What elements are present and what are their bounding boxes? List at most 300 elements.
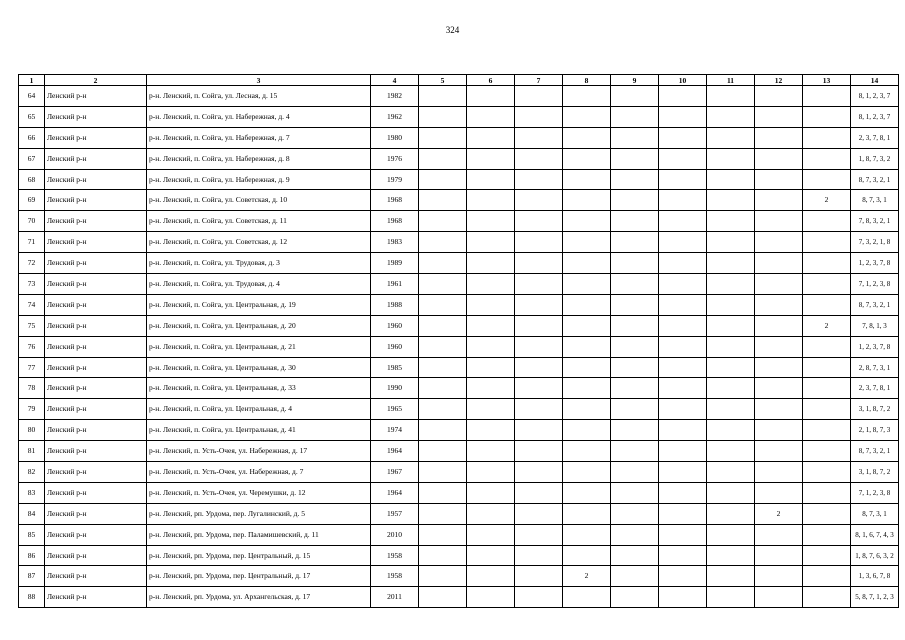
year-cell: 1982 (371, 86, 419, 107)
row-number: 82 (19, 462, 45, 483)
page-number: 324 (445, 25, 460, 35)
col-11-cell (707, 399, 755, 420)
col-9-cell (611, 482, 659, 503)
col-9-cell (611, 274, 659, 295)
col-11-cell (707, 190, 755, 211)
table-row (19, 524, 899, 545)
col-14-cell: 3, 1, 8, 7, 2 (851, 399, 899, 420)
year-cell: 1958 (371, 566, 419, 587)
col-8-cell (563, 169, 611, 190)
col-14-cell: 8, 7, 3, 1 (851, 190, 899, 211)
address-cell: р-н. Ленский, п. Сойга, ул. Трудовая, д. 3 (147, 253, 371, 274)
col-6-cell (467, 148, 515, 169)
col-12-cell (755, 462, 803, 483)
col-10-cell (659, 315, 707, 336)
col-9-cell (611, 315, 659, 336)
col-13-cell (803, 482, 851, 503)
col-7-cell (515, 336, 563, 357)
col-13-cell (803, 587, 851, 608)
table-row (19, 294, 899, 315)
col-12-cell (755, 315, 803, 336)
col-13-cell: 2 (803, 190, 851, 211)
year-cell: 1965 (371, 399, 419, 420)
row-number: 66 (19, 127, 45, 148)
col-14-cell: 8, 7, 3, 2, 1 (851, 441, 899, 462)
header-row (19, 75, 899, 86)
row-number: 68 (19, 169, 45, 190)
col-6-cell (467, 253, 515, 274)
district-cell: Ленский р-н (45, 148, 147, 169)
row-number: 79 (19, 399, 45, 420)
col-13-cell (803, 232, 851, 253)
col-7-cell (515, 253, 563, 274)
year-cell: 1967 (371, 462, 419, 483)
col-6-cell (467, 399, 515, 420)
district-cell: Ленский р-н (45, 274, 147, 295)
col-9-cell (611, 294, 659, 315)
col-8-cell (563, 357, 611, 378)
col-11-cell (707, 232, 755, 253)
col-11-cell (707, 566, 755, 587)
row-number: 81 (19, 441, 45, 462)
col-5-cell (419, 211, 467, 232)
col-12-cell (755, 169, 803, 190)
col-10-cell (659, 587, 707, 608)
col-14-cell: 5, 8, 7, 1, 2, 3 (851, 587, 899, 608)
district-cell: Ленский р-н (45, 169, 147, 190)
col-13-cell (803, 294, 851, 315)
col-13-cell (803, 378, 851, 399)
row-number: 86 (19, 545, 45, 566)
col-13-cell (803, 462, 851, 483)
col-8-cell (563, 294, 611, 315)
col-9-cell (611, 441, 659, 462)
col-7-cell (515, 357, 563, 378)
table-row (19, 420, 899, 441)
year-cell: 1980 (371, 127, 419, 148)
district-cell: Ленский р-н (45, 482, 147, 503)
col-11-cell (707, 482, 755, 503)
col-5-cell (419, 253, 467, 274)
col-8-cell (563, 232, 611, 253)
col-5-cell (419, 503, 467, 524)
col-14-cell: 7, 8, 1, 3 (851, 315, 899, 336)
col-7-cell (515, 462, 563, 483)
col-7-cell (515, 566, 563, 587)
col-12-cell (755, 190, 803, 211)
address-cell: р-н. Ленский, рп. Урдома, пер. Центральный, д. 17 (147, 566, 371, 587)
col-8-cell (563, 441, 611, 462)
col-9-cell (611, 503, 659, 524)
col-12-cell (755, 253, 803, 274)
col-6-cell (467, 211, 515, 232)
col-5-cell (419, 106, 467, 127)
district-cell: Ленский р-н (45, 86, 147, 107)
col-5-cell (419, 315, 467, 336)
table-row (19, 315, 899, 336)
col-11-cell (707, 127, 755, 148)
col-9-cell (611, 232, 659, 253)
table-row (19, 482, 899, 503)
col-9-cell (611, 357, 659, 378)
table-row (19, 127, 899, 148)
table-row (19, 253, 899, 274)
column-header-10: 10 (659, 75, 707, 86)
col-14-cell: 8, 7, 3, 1 (851, 503, 899, 524)
col-14-cell: 7, 1, 2, 3, 8 (851, 274, 899, 295)
col-5-cell (419, 566, 467, 587)
col-12-cell (755, 441, 803, 462)
col-6-cell (467, 503, 515, 524)
col-7-cell (515, 545, 563, 566)
col-6-cell (467, 169, 515, 190)
col-12-cell (755, 336, 803, 357)
col-8-cell (563, 127, 611, 148)
col-10-cell (659, 211, 707, 232)
col-10-cell (659, 106, 707, 127)
row-number: 71 (19, 232, 45, 253)
row-number: 72 (19, 253, 45, 274)
col-10-cell (659, 462, 707, 483)
year-cell: 1964 (371, 441, 419, 462)
district-cell: Ленский р-н (45, 336, 147, 357)
col-11-cell (707, 211, 755, 232)
col-6-cell (467, 524, 515, 545)
col-7-cell (515, 211, 563, 232)
address-cell: р-н. Ленский, п. Сойга, ул. Центральная, д. 19 (147, 294, 371, 315)
column-header-4: 4 (371, 75, 419, 86)
district-cell: Ленский р-н (45, 503, 147, 524)
col-13-cell (803, 127, 851, 148)
col-5-cell (419, 86, 467, 107)
address-cell: р-н. Ленский, п. Сойга, ул. Набережная, д. 8 (147, 148, 371, 169)
col-11-cell (707, 357, 755, 378)
col-10-cell (659, 357, 707, 378)
col-8-cell (563, 86, 611, 107)
row-number: 74 (19, 294, 45, 315)
col-12-cell (755, 127, 803, 148)
col-13-cell (803, 274, 851, 295)
col-6-cell (467, 441, 515, 462)
year-cell: 1974 (371, 420, 419, 441)
col-7-cell (515, 315, 563, 336)
col-14-cell: 1, 2, 3, 7, 8 (851, 336, 899, 357)
col-8-cell (563, 545, 611, 566)
col-6-cell (467, 336, 515, 357)
col-7-cell (515, 127, 563, 148)
col-8-cell (563, 462, 611, 483)
row-number: 75 (19, 315, 45, 336)
column-header-7: 7 (515, 75, 563, 86)
col-9-cell (611, 545, 659, 566)
table-row (19, 587, 899, 608)
col-8-cell (563, 274, 611, 295)
col-8-cell (563, 336, 611, 357)
year-cell: 1979 (371, 169, 419, 190)
col-6-cell (467, 274, 515, 295)
col-12-cell (755, 587, 803, 608)
col-10-cell (659, 482, 707, 503)
year-cell: 1961 (371, 274, 419, 295)
year-cell: 1983 (371, 232, 419, 253)
col-11-cell (707, 420, 755, 441)
col-5-cell (419, 148, 467, 169)
col-6-cell (467, 378, 515, 399)
col-8-cell: 2 (563, 566, 611, 587)
col-8-cell (563, 503, 611, 524)
col-9-cell (611, 148, 659, 169)
col-13-cell (803, 211, 851, 232)
col-8-cell (563, 106, 611, 127)
district-cell: Ленский р-н (45, 232, 147, 253)
col-13-cell (803, 441, 851, 462)
column-header-1: 1 (19, 75, 45, 86)
col-12-cell (755, 399, 803, 420)
col-10-cell (659, 378, 707, 399)
district-cell: Ленский р-н (45, 378, 147, 399)
col-12-cell (755, 86, 803, 107)
col-5-cell (419, 420, 467, 441)
col-5-cell (419, 357, 467, 378)
col-14-cell: 8, 1, 2, 3, 7 (851, 106, 899, 127)
col-14-cell: 2, 8, 7, 3, 1 (851, 357, 899, 378)
col-11-cell (707, 253, 755, 274)
col-5-cell (419, 399, 467, 420)
col-11-cell (707, 148, 755, 169)
address-cell: р-н. Ленский, п. Сойга, ул. Лесная, д. 15 (147, 86, 371, 107)
col-9-cell (611, 399, 659, 420)
col-14-cell: 1, 2, 3, 7, 8 (851, 253, 899, 274)
row-number: 78 (19, 378, 45, 399)
address-cell: р-н. Ленский, п. Сойга, ул. Центральная, д. 21 (147, 336, 371, 357)
col-7-cell (515, 524, 563, 545)
col-6-cell (467, 106, 515, 127)
col-7-cell (515, 148, 563, 169)
col-13-cell (803, 357, 851, 378)
col-9-cell (611, 127, 659, 148)
district-cell: Ленский р-н (45, 545, 147, 566)
col-14-cell: 8, 7, 3, 2, 1 (851, 169, 899, 190)
col-9-cell (611, 378, 659, 399)
col-7-cell (515, 106, 563, 127)
address-cell: р-н. Ленский, п. Сойга, ул. Центральная, д. 41 (147, 420, 371, 441)
col-5-cell (419, 190, 467, 211)
column-header-3: 3 (147, 75, 371, 86)
district-cell: Ленский р-н (45, 127, 147, 148)
col-5-cell (419, 545, 467, 566)
col-10-cell (659, 545, 707, 566)
col-8-cell (563, 399, 611, 420)
col-6-cell (467, 545, 515, 566)
col-8-cell (563, 482, 611, 503)
col-13-cell (803, 86, 851, 107)
col-13-cell (803, 420, 851, 441)
col-8-cell (563, 190, 611, 211)
col-12-cell (755, 294, 803, 315)
col-14-cell: 8, 1, 2, 3, 7 (851, 86, 899, 107)
year-cell: 1990 (371, 378, 419, 399)
col-8-cell (563, 315, 611, 336)
year-cell: 1964 (371, 482, 419, 503)
col-10-cell (659, 274, 707, 295)
col-14-cell: 8, 1, 6, 7, 4, 3 (851, 524, 899, 545)
table-row (19, 169, 899, 190)
col-14-cell: 2, 3, 7, 8, 1 (851, 378, 899, 399)
col-7-cell (515, 503, 563, 524)
col-12-cell (755, 274, 803, 295)
col-7-cell (515, 378, 563, 399)
col-5-cell (419, 462, 467, 483)
district-cell: Ленский р-н (45, 211, 147, 232)
col-7-cell (515, 190, 563, 211)
col-11-cell (707, 274, 755, 295)
column-header-6: 6 (467, 75, 515, 86)
table-row (19, 441, 899, 462)
year-cell: 1957 (371, 503, 419, 524)
col-6-cell (467, 190, 515, 211)
district-cell: Ленский р-н (45, 462, 147, 483)
col-12-cell (755, 378, 803, 399)
row-number: 87 (19, 566, 45, 587)
col-10-cell (659, 190, 707, 211)
col-7-cell (515, 587, 563, 608)
col-13-cell: 2 (803, 315, 851, 336)
table-row (19, 503, 899, 524)
col-9-cell (611, 420, 659, 441)
district-cell: Ленский р-н (45, 190, 147, 211)
column-header-8: 8 (563, 75, 611, 86)
col-8-cell (563, 420, 611, 441)
col-11-cell (707, 315, 755, 336)
col-5-cell (419, 127, 467, 148)
column-header-13: 13 (803, 75, 851, 86)
col-13-cell (803, 253, 851, 274)
col-9-cell (611, 86, 659, 107)
address-cell: р-н. Ленский, п. Сойга, ул. Набережная, д. 7 (147, 127, 371, 148)
col-7-cell (515, 441, 563, 462)
col-12-cell (755, 566, 803, 587)
col-9-cell (611, 211, 659, 232)
col-10-cell (659, 86, 707, 107)
table-row (19, 378, 899, 399)
col-14-cell: 7, 1, 2, 3, 8 (851, 482, 899, 503)
col-12-cell: 2 (755, 503, 803, 524)
col-11-cell (707, 294, 755, 315)
address-cell: р-н. Ленский, п. Сойга, ул. Советская, д. 12 (147, 232, 371, 253)
col-11-cell (707, 336, 755, 357)
address-cell: р-н. Ленский, п. Сойга, ул. Советская, д. 11 (147, 211, 371, 232)
address-cell: р-н. Ленский, п. Сойга, ул. Центральная, д. 30 (147, 357, 371, 378)
housing-register-table (18, 74, 899, 608)
district-cell: Ленский р-н (45, 566, 147, 587)
col-12-cell (755, 232, 803, 253)
year-cell: 2011 (371, 587, 419, 608)
table-row (19, 148, 899, 169)
year-cell: 1976 (371, 148, 419, 169)
col-10-cell (659, 127, 707, 148)
col-9-cell (611, 524, 659, 545)
col-10-cell (659, 148, 707, 169)
col-9-cell (611, 253, 659, 274)
row-number: 73 (19, 274, 45, 295)
col-6-cell (467, 587, 515, 608)
col-6-cell (467, 566, 515, 587)
table-row (19, 566, 899, 587)
table-row (19, 462, 899, 483)
col-9-cell (611, 462, 659, 483)
col-11-cell (707, 503, 755, 524)
year-cell: 1960 (371, 315, 419, 336)
district-cell: Ленский р-н (45, 441, 147, 462)
col-13-cell (803, 148, 851, 169)
col-7-cell (515, 232, 563, 253)
col-9-cell (611, 106, 659, 127)
district-cell: Ленский р-н (45, 315, 147, 336)
col-14-cell: 8, 7, 3, 2, 1 (851, 294, 899, 315)
col-12-cell (755, 148, 803, 169)
col-5-cell (419, 441, 467, 462)
year-cell: 1962 (371, 106, 419, 127)
column-header-9: 9 (611, 75, 659, 86)
col-5-cell (419, 482, 467, 503)
column-header-11: 11 (707, 75, 755, 86)
col-5-cell (419, 378, 467, 399)
year-cell: 1989 (371, 253, 419, 274)
address-cell: р-н. Ленский, п. Сойга, ул. Трудовая, д. 4 (147, 274, 371, 295)
address-cell: р-н. Ленский, п. Сойга, ул. Набережная, д. 9 (147, 169, 371, 190)
table-body (19, 86, 899, 608)
col-13-cell (803, 336, 851, 357)
col-10-cell (659, 399, 707, 420)
table-row (19, 545, 899, 566)
col-5-cell (419, 274, 467, 295)
row-number: 77 (19, 357, 45, 378)
col-10-cell (659, 566, 707, 587)
col-13-cell (803, 524, 851, 545)
column-header-12: 12 (755, 75, 803, 86)
col-7-cell (515, 294, 563, 315)
table-row (19, 232, 899, 253)
col-7-cell (515, 169, 563, 190)
col-11-cell (707, 524, 755, 545)
col-9-cell (611, 587, 659, 608)
col-14-cell: 1, 3, 6, 7, 8 (851, 566, 899, 587)
row-number: 67 (19, 148, 45, 169)
col-9-cell (611, 190, 659, 211)
address-cell: р-н. Ленский, п. Сойга, ул. Центральная, д. 33 (147, 378, 371, 399)
col-11-cell (707, 169, 755, 190)
col-5-cell (419, 169, 467, 190)
table-row (19, 190, 899, 211)
address-cell: р-н. Ленский, рп. Урдома, пер. Лугалинский, д. 5 (147, 503, 371, 524)
col-10-cell (659, 420, 707, 441)
col-8-cell (563, 378, 611, 399)
col-12-cell (755, 524, 803, 545)
col-7-cell (515, 274, 563, 295)
col-10-cell (659, 294, 707, 315)
col-6-cell (467, 294, 515, 315)
col-9-cell (611, 566, 659, 587)
col-13-cell (803, 399, 851, 420)
col-6-cell (467, 420, 515, 441)
address-cell: р-н. Ленский, п. Сойга, ул. Центральная, д. 4 (147, 399, 371, 420)
col-5-cell (419, 232, 467, 253)
col-14-cell: 7, 3, 2, 1, 8 (851, 232, 899, 253)
col-7-cell (515, 86, 563, 107)
col-11-cell (707, 106, 755, 127)
year-cell: 1985 (371, 357, 419, 378)
district-cell: Ленский р-н (45, 253, 147, 274)
